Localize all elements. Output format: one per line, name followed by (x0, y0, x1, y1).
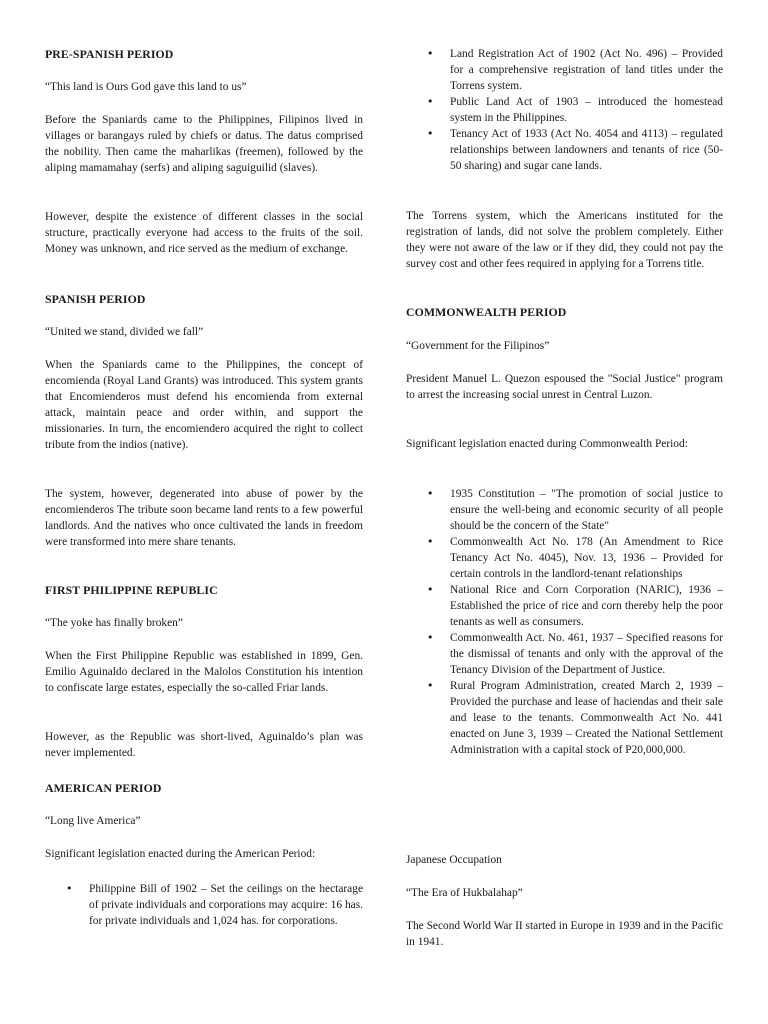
bullet-list-american-continued (406, 46, 723, 174)
list-item: • Commonwealth Act. No. 461, 1937 – Specified reasons for the dismissal of tenants and only with the approval of the Tenancy Division of the Department of Justice. (406, 630, 723, 678)
paragraph-pre-spanish-2: However, despite the existence of different classes in the social structure, practically everyone had access to the fruits of the soil. Money was unknown, and rice served as the medium of exchange. (45, 211, 363, 255)
quote-commonwealth: “Government for the Filipinos” (406, 340, 550, 352)
list-item: • Philippine Bill of 1902 – Set the ceilings on the hectarage of private individuals and corporations may acquire: 16 has. for private individuals and 1,024 has. for corporations. (45, 881, 363, 929)
paragraph-first-republic-1: When the First Philippine Republic was established in 1899, Gen. Emilio Aguinaldo declared in the Malolos Constitution his intention to confiscate large estates, especially the so-called Friar lands. (45, 650, 363, 694)
section-heading-spanish: SPANISH PERIOD (45, 292, 146, 306)
bullet-list-commonwealth (406, 486, 723, 758)
list-item: • Rural Program Administration, created March 2, 1939 – Provided the purchase and lease of haciendas and their sale and lease to the tenants. Commonwealth Act No. 441 enacted on June 3, 1939 – Created the National Settlement Administration with a capital stock of P20,000,000. (406, 678, 723, 758)
paragraph-pre-spanish-1: Before the Spaniards came to the Philippines, Filipinos lived in villages or barangays ruled by chiefs or datus. The datus comprised the nobility. Then came the maharlikas (freemen), followed by the aliping mamamahay (serfs) and aliping saguiguilid (slaves). (45, 114, 363, 174)
section-heading-japanese: Japanese Occupation (406, 854, 502, 866)
list-item: • Land Registration Act of 1902 (Act No. 496) – Provided for a comprehensive registration of land titles under the Torrens system. (406, 46, 723, 94)
section-heading-pre-spanish: PRE-SPANISH PERIOD (45, 47, 174, 61)
bullet-list-american (45, 881, 363, 929)
list-item: • National Rice and Corn Corporation (NARIC), 1936 – Established the price of rice and corn thereby help the poor tenants as well as consumers. (406, 582, 723, 630)
list-item: • Public Land Act of 1903 – introduced the homestead system in the Philippines. (406, 94, 723, 126)
paragraph-american-1: Significant legislation enacted during the American Period: (45, 848, 316, 860)
list-item: • Tenancy Act of 1933 (Act No. 4054 and 4113) – regulated relationships between landowners and tenants of rice (50-50 sharing) and sugar cane lands. (406, 126, 723, 174)
section-heading-first-republic: FIRST PHILIPPINE REPUBLIC (45, 583, 218, 597)
paragraph-commonwealth-2: Significant legislation enacted during Commonwealth Period: (406, 438, 688, 450)
quote-pre-spanish: “This land is Ours God gave this land to us” (45, 81, 247, 93)
quote-japanese: “The Era of Hukbalahap” (406, 887, 523, 899)
section-heading-american: AMERICAN PERIOD (45, 781, 162, 795)
paragraph-japanese-1: The Second World War II started in Europe in 1939 and in the Pacific in 1941. (406, 920, 723, 948)
paragraph-spanish-1: When the Spaniards came to the Philippines, the concept of encomienda (Royal Land Grants) was introduced. This system grants that Encomienderos must defend his encomienda from external attack, maintain peace and order within, and support the missionaries. In turn, the encomiendero acquired the right to collect tribute from the indios (native). (45, 359, 363, 451)
quote-spanish: “United we stand, divided we fall” (45, 326, 204, 338)
quote-american: “Long live America” (45, 815, 141, 827)
quote-first-republic: “The yoke has finally broken” (45, 617, 183, 629)
list-item: • Commonwealth Act No. 178 (An Amendment to Rice Tenancy Act No. 4045), Nov. 13, 1936 – Provided for certain controls in the landlord-tenant relationships (406, 534, 723, 582)
paragraph-first-republic-2: However, as the Republic was short-lived, Aguinaldo’s plan was never implemented. (45, 731, 363, 759)
paragraph-torrens: The Torrens system, which the Americans instituted for the registration of lands, did not solve the problem completely. Either they were not aware of the law or if they did, they could not pay the survey cost and other fees required in applying for a Torrens title. (406, 210, 723, 270)
paragraph-commonwealth-1: President Manuel L. Quezon espoused the "Social Justice" program to arrest the increasing social unrest in Central Luzon. (406, 373, 723, 401)
list-item: • 1935 Constitution – "The promotion of social justice to ensure the well-being and economic security of all people should be the concern of the State" (406, 486, 723, 534)
paragraph-spanish-2: The system, however, degenerated into abuse of power by the encomienderos The tribute soon became land rents to a few powerful landlords. And the natives who once cultivated the lands in freedom were transformed into mere share tenants. (45, 488, 363, 548)
section-heading-commonwealth: COMMONWEALTH PERIOD (406, 305, 567, 319)
